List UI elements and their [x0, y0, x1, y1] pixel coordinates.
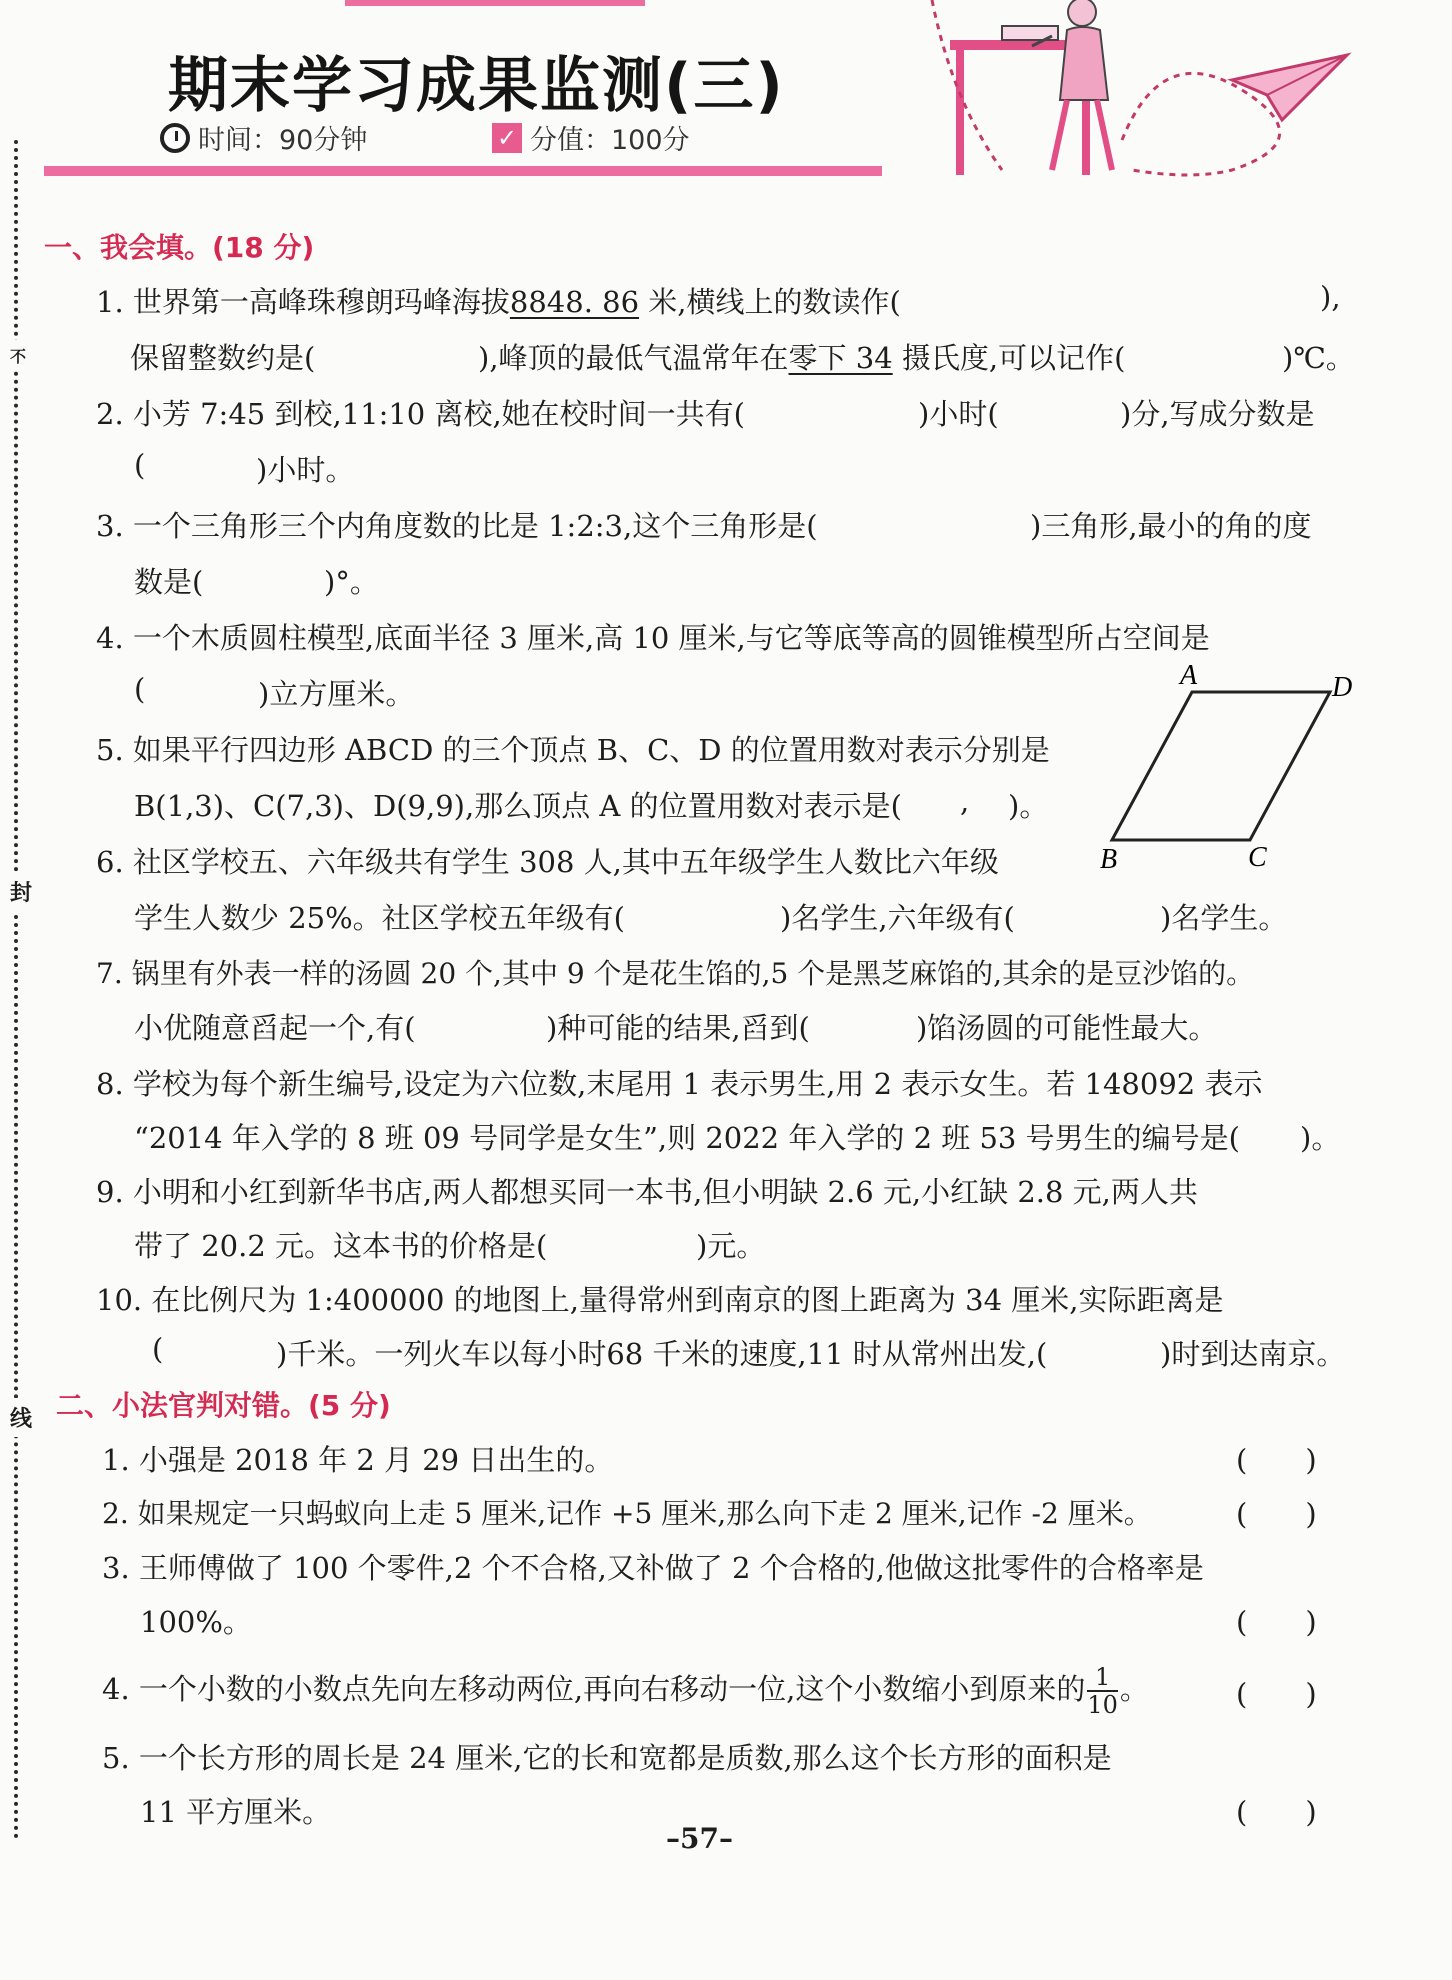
q6-line1: 6. 社区学校五、六年级共有学生 308 人,其中五年级学生人数比六年级	[96, 845, 999, 879]
q10-time-blank[interactable]: )时到达南京。	[1160, 1337, 1346, 1371]
q1-line1: 1. 世界第一高峰珠穆朗玛峰海拔8848. 86 米,横线上的数读作(	[96, 285, 901, 319]
binding-label-seal: 封	[10, 872, 32, 911]
q2-hours-blank[interactable]: )小时(	[918, 397, 999, 431]
tf5-line1: 5. 一个长方形的周长是 24 厘米,它的长和宽都是质数,那么这个长方形的面积是	[102, 1741, 1112, 1775]
time-label: 时间：90分钟	[198, 125, 368, 156]
q5-line1: 5. 如果平行四边形 ABCD 的三个顶点 B、C、D 的位置用数对表示分别是	[96, 733, 1050, 767]
q4-line1: 4. 一个木质圆柱模型,底面半径 3 厘米,高 10 厘米,与它等底等高的圆锥模型所占空间是	[96, 621, 1210, 655]
tf5-line2: 11 平方厘米。	[140, 1795, 332, 1829]
q10-line2a: (	[152, 1332, 164, 1366]
tf4-text: 4. 一个小数的小数点先向左移动两位,再向右移动一位,这个小数缩小到原来的 $\frac{1}{10}$ 。	[102, 1663, 1149, 1719]
page-number: –57–	[666, 1822, 733, 1855]
q1-answer-blank[interactable]: ),	[1320, 280, 1341, 314]
tf4-answer[interactable]: ( )	[1236, 1677, 1317, 1711]
header-top-bar	[345, 0, 645, 6]
q8-line1: 8. 学校为每个新生编号,设定为六位数,末尾用 1 表示男生,用 2 表示女生。若 148092 表示	[96, 1067, 1263, 1101]
vertex-a-label: A	[1180, 660, 1198, 691]
q5-comma: ,	[960, 784, 970, 818]
time-info	[160, 118, 367, 157]
checkmark-icon: ✓	[492, 123, 522, 153]
vertex-c-label: C	[1248, 842, 1267, 873]
vertex-d-label: D	[1332, 672, 1353, 703]
tf2-answer[interactable]: ( )	[1236, 1497, 1317, 1531]
binding-label-line: 线	[10, 1398, 32, 1437]
q4-volume-blank[interactable]: )立方厘米。	[258, 677, 415, 711]
vertex-b-label: B	[1100, 844, 1118, 875]
score-info	[492, 118, 690, 157]
tf3-line2: 100%。	[140, 1605, 252, 1639]
clock-icon	[160, 123, 190, 153]
q1-line2: 保留整数约是(	[130, 341, 316, 375]
q3-line1: 3. 一个三角形三个内角度数的比是 1:2:3,这个三角形是(	[96, 509, 818, 543]
q9-line1: 9. 小明和小红到新华书店,两人都想买同一本书,但小明缺 2.6 元,小红缺 2.8 元,两人共	[96, 1175, 1198, 1209]
q9-price-blank[interactable]: )元。	[696, 1229, 766, 1263]
q2-line1: 2. 小芳 7:45 到校,11:10 离校,她在校时间一共有(	[96, 397, 745, 431]
tf1-answer[interactable]: ( )	[1236, 1443, 1317, 1477]
tf3-line1: 3. 王师傅做了 100 个零件,2 个不合格,又补做了 2 个合格的,他做这批零件的合格率是	[102, 1551, 1204, 1585]
q6-line2a: 学生人数少 25%。社区学校五年级有(	[134, 901, 625, 935]
binding-label-small: 不	[10, 340, 26, 371]
tf5-answer[interactable]: ( )	[1236, 1795, 1317, 1829]
q6-grade5-blank[interactable]: )名学生,六年级有(	[780, 901, 1015, 935]
q8-id-blank[interactable]: )。	[1300, 1121, 1341, 1155]
q8-line2: “2014 年入学的 8 班 09 号同学是女生”,则 2022 年入学的 2 班 53 号男生的编号是(	[134, 1121, 1240, 1155]
parallelogram-diagram	[1100, 660, 1353, 875]
page-title: 期末学习成果监测(三)	[168, 51, 785, 121]
q2-fraction-blank[interactable]: )小时。	[256, 453, 355, 487]
binding-line	[14, 140, 18, 1840]
q10-distance-blank[interactable]: )千米。一列火车以每小时68 千米的速度,11 时从常州出发,(	[276, 1337, 1048, 1371]
q4-line2a: (	[134, 672, 146, 706]
q6-grade6-blank[interactable]: )名学生。	[1160, 901, 1288, 935]
q3-angle-blank[interactable]: )°。	[324, 565, 379, 599]
q7-line2a: 小优随意舀起一个,有(	[134, 1011, 416, 1045]
score-label: 分值：100分	[530, 125, 690, 156]
tf3-answer[interactable]: ( )	[1236, 1605, 1317, 1639]
q2-line2a: (	[134, 448, 146, 482]
q1-temp-blank[interactable]: )℃。	[1282, 341, 1355, 375]
one-tenth-fraction: $\frac{1}{10}$	[1087, 1663, 1118, 1719]
q5-answer-blank[interactable]: )。	[1008, 789, 1049, 823]
header-divider	[44, 166, 882, 176]
q5-line2: B(1,3)、C(7,3)、D(9,9),那么顶点 A 的位置用数对表示是(	[134, 789, 902, 823]
q2-minutes-blank[interactable]: )分,写成分数是	[1120, 397, 1315, 431]
section2-heading: 二、小法官判对错。(5 分)	[56, 1389, 391, 1422]
student-desk-illustration	[932, 0, 1452, 190]
tf2-text: 2. 如果规定一只蚂蚁向上走 5 厘米,记作 +5 厘米,那么向下走 2 厘米,记作 -2 厘米。	[102, 1497, 1152, 1530]
tf1-text: 1. 小强是 2018 年 2 月 29 日出生的。	[102, 1443, 614, 1477]
q3-line2a: 数是(	[134, 565, 204, 599]
q10-line1: 10. 在比例尺为 1:400000 的地图上,量得常州到南京的图上距离为 34 厘米,实际距离是	[96, 1283, 1224, 1317]
q1-line2b: ),峰顶的最低气温常年在零下 34 摄氏度,可以记作(	[478, 341, 1126, 375]
q9-line2a: 带了 20.2 元。这本书的价格是(	[134, 1229, 548, 1263]
section1-heading: 一、我会填。(18 分)	[44, 231, 315, 264]
q3-type-blank[interactable]: )三角形,最小的角的度	[1030, 509, 1312, 543]
q7-line1: 7. 锅里有外表一样的汤圆 20 个,其中 9 个是花生馅的,5 个是黑芝麻馅的,其余的是豆沙馅的。	[96, 957, 1255, 990]
q7-outcomes-blank[interactable]: )种可能的结果,舀到(	[546, 1011, 810, 1045]
q7-filling-blank[interactable]: )馅汤圆的可能性最大。	[916, 1011, 1218, 1045]
